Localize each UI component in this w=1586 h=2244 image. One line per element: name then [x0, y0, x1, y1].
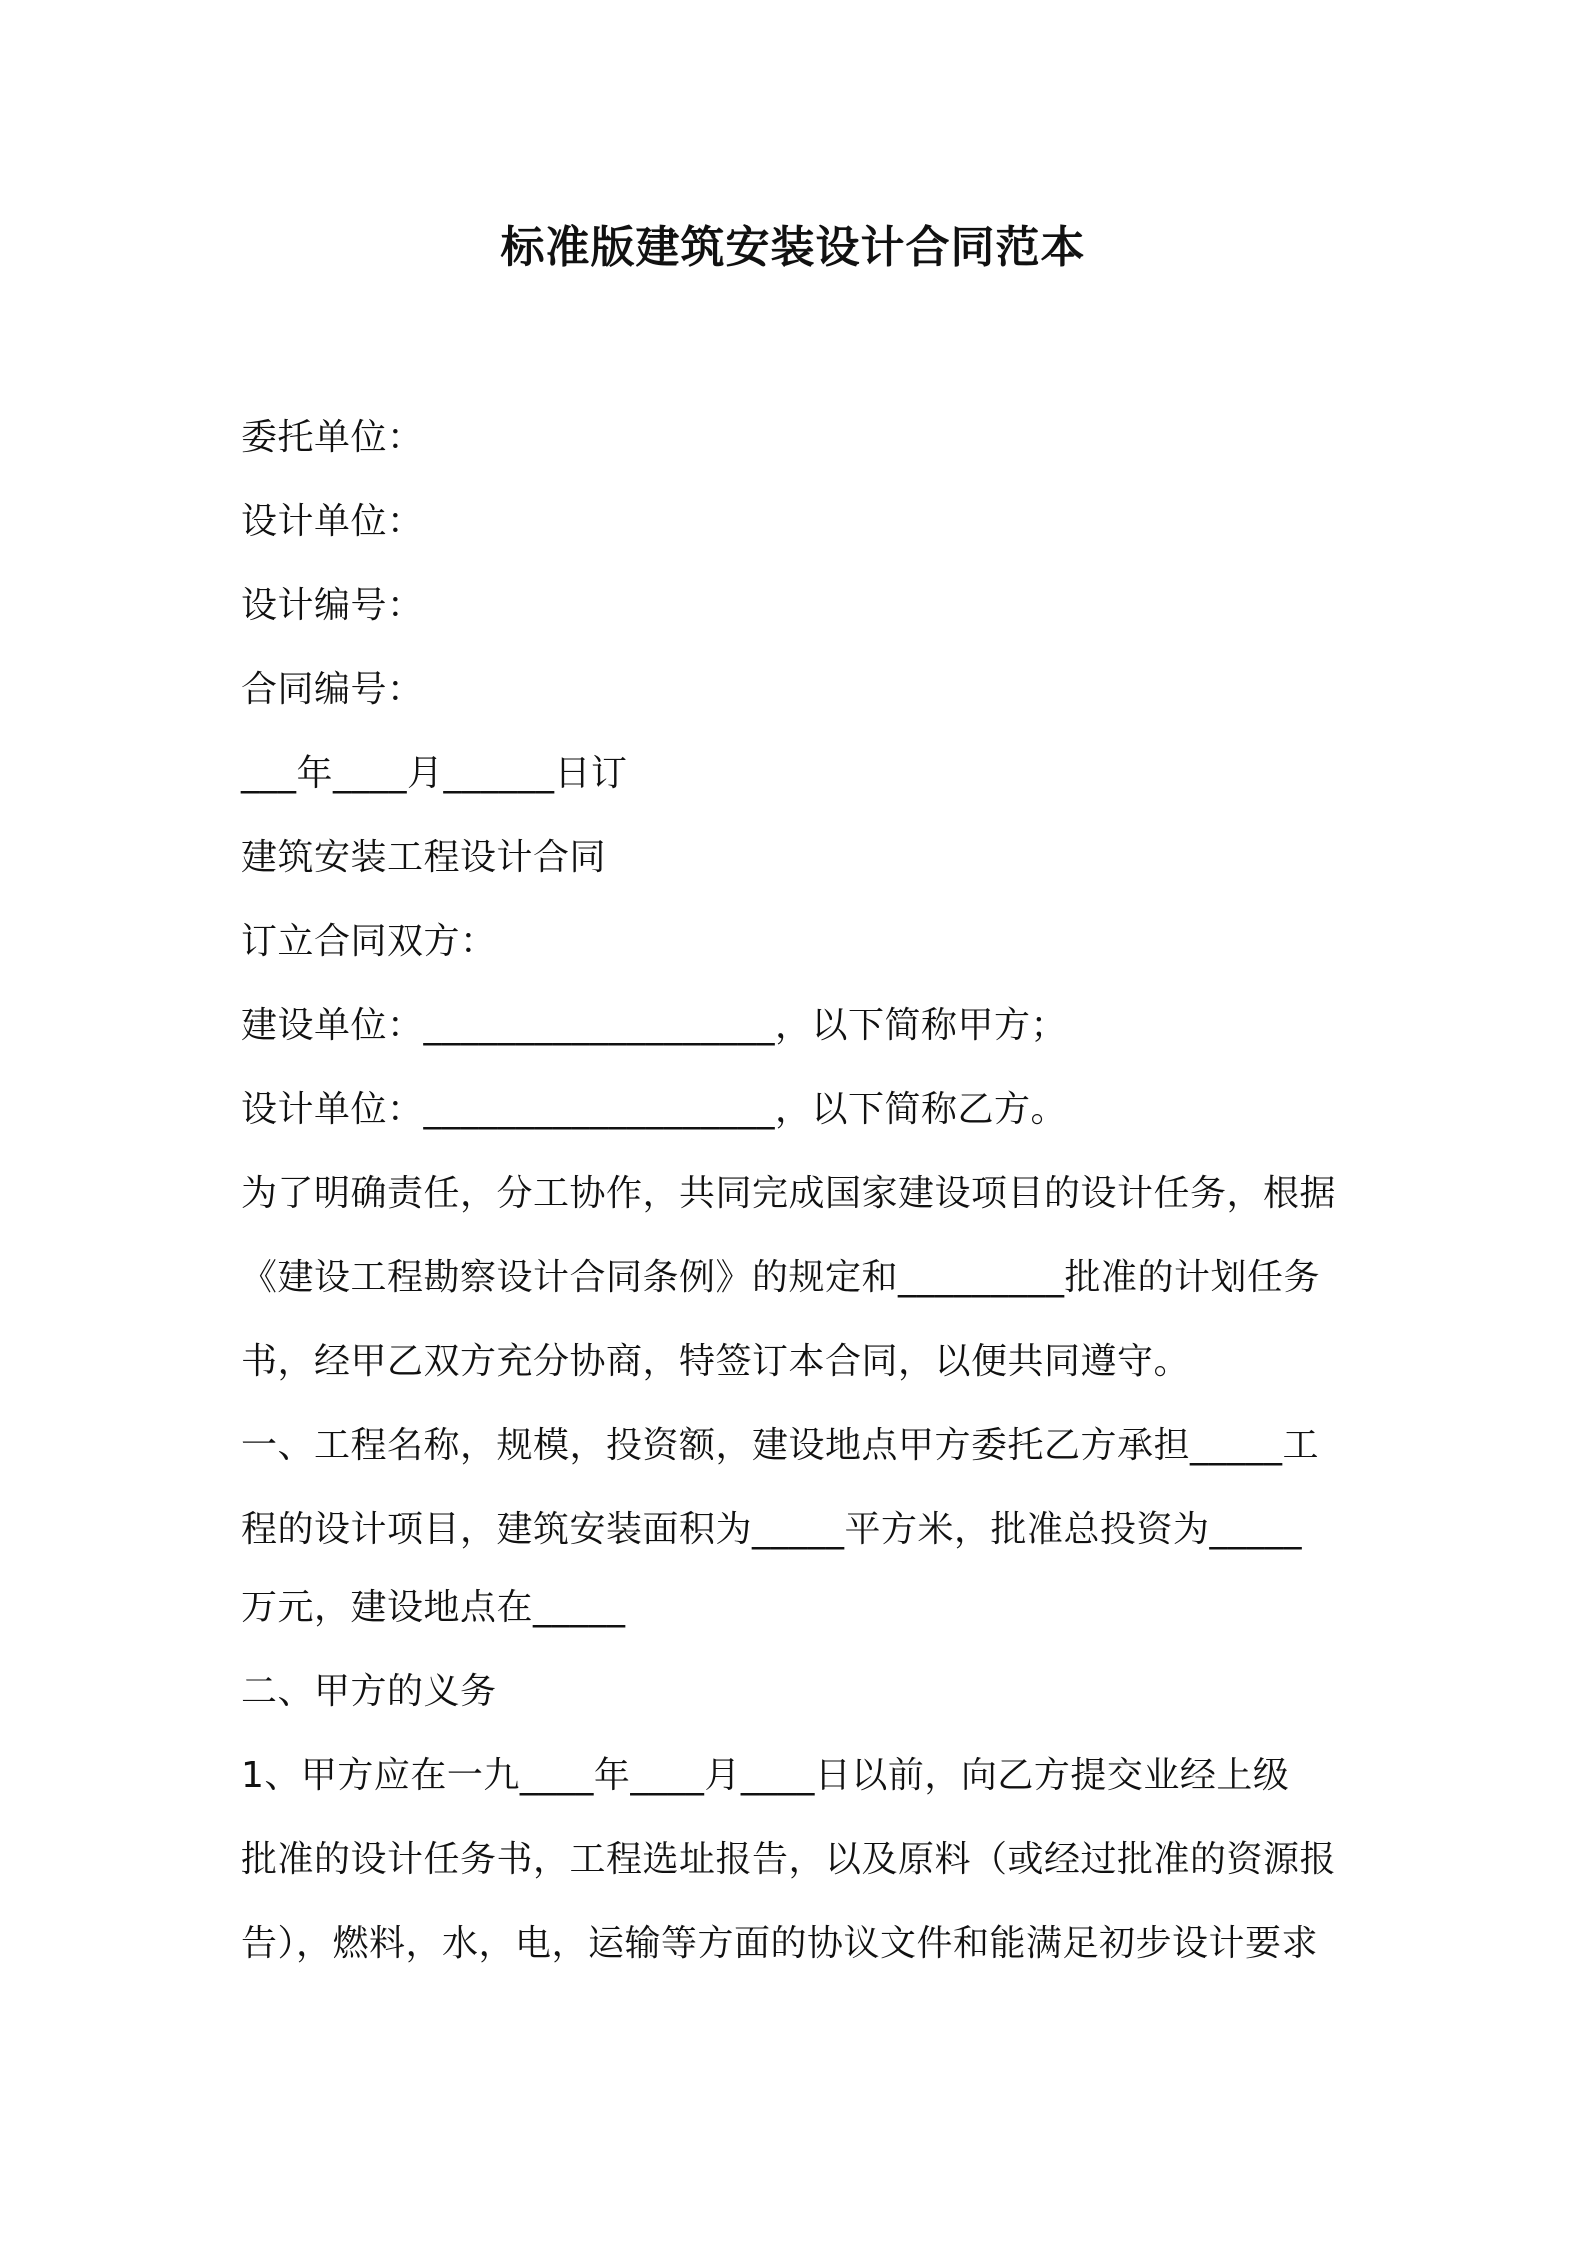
- signing-date-line: ___年____月______日订: [241, 753, 628, 794]
- preamble-line-3: 书，经甲乙双方充分协商，特签订本合同，以便共同遵守。: [241, 1341, 1191, 1382]
- preamble-line-1: 为了明确责任，分工协作，共同完成国家建设项目的设计任务，根据: [241, 1173, 1337, 1214]
- section-1-line-3: 万元，建设地点在_____: [241, 1587, 626, 1628]
- section-2-item-1-line-3: 告），燃料，水，电，运输等方面的协议文件和能满足初步设计要求: [241, 1923, 1319, 1964]
- contract-name-line: 建筑安装工程设计合同: [241, 837, 607, 878]
- parties-heading: 订立合同双方：: [241, 921, 497, 962]
- design-number-line: 设计编号：: [241, 585, 424, 626]
- section-2-item-1-line-2: 批准的设计任务书，工程选址报告，以及原料（或经过批准的资源报: [241, 1839, 1337, 1880]
- preamble-line-2: 《建设工程勘察设计合同条例》的规定和_________批准的计划任务: [241, 1257, 1321, 1298]
- document-title: 标准版建筑安装设计合同范本: [500, 222, 1086, 273]
- party-a-line: 建设单位：___________________，以下简称甲方；: [241, 1005, 1068, 1046]
- party-b-line: 设计单位：___________________，以下简称乙方。: [241, 1089, 1068, 1130]
- client-unit-line: 委托单位：: [241, 417, 424, 458]
- section-2-item-1-line-1: 1、甲方应在一九____年____月____日以前，向乙方提交业经上级: [241, 1755, 1290, 1796]
- design-unit-line: 设计单位：: [241, 501, 424, 542]
- section-1-line-1: 一、工程名称，规模，投资额，建设地点甲方委托乙方承担_____工: [241, 1425, 1320, 1466]
- section-2-heading: 二、甲方的义务: [241, 1671, 497, 1712]
- section-1-line-2: 程的设计项目，建筑安装面积为_____平方米，批准总投资为_____: [241, 1509, 1303, 1550]
- contract-number-line: 合同编号：: [241, 669, 424, 710]
